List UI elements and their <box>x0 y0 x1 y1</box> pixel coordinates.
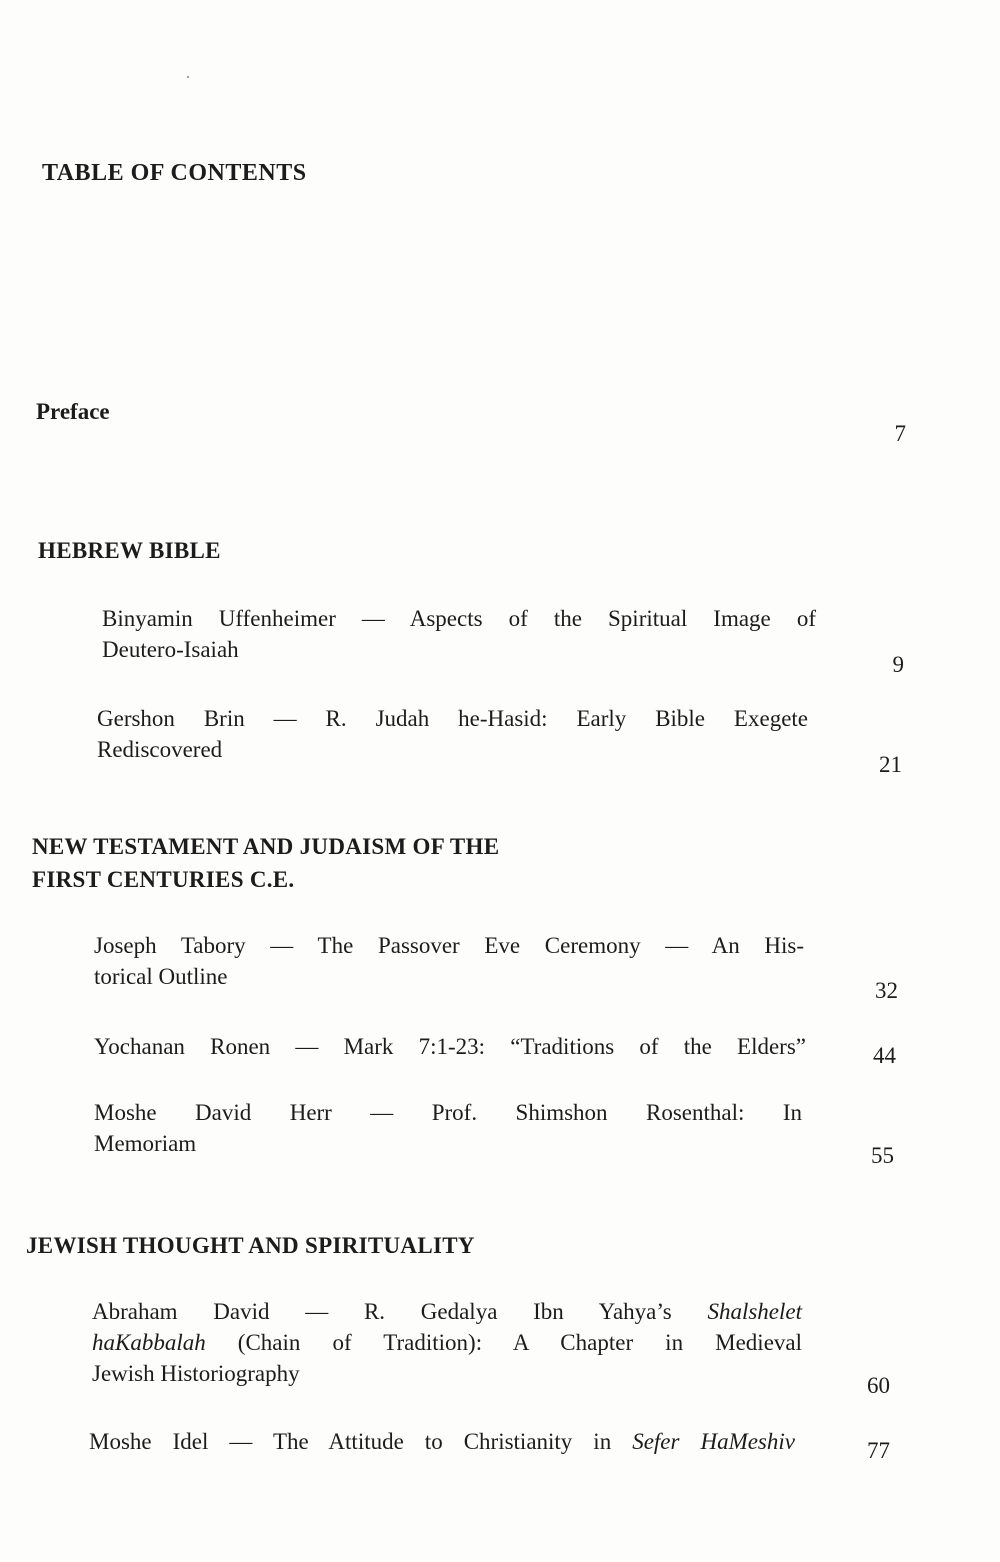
entry-line <box>92 1296 802 1327</box>
entry-page-number: 77 <box>867 1438 890 1463</box>
entry-line: Jewish Historiography <box>92 1361 300 1386</box>
section-heading-line: NEW TESTAMENT AND JUDAISM OF THE <box>32 834 500 859</box>
entry-line: Memoriam <box>94 1131 197 1156</box>
entry-page-number: 55 <box>871 1143 894 1168</box>
entry-line: Joseph Tabory — The Passover Eve Ceremony — An His- <box>94 933 804 958</box>
toc-entry-ronen <box>94 1031 806 1062</box>
entry-line: Gershon Brin — R. Judah he-Hasid: Early Bible Exegete <box>97 706 808 731</box>
entry-italic-title: haKabbalah <box>92 1330 206 1355</box>
section-heading-line: HEBREW BIBLE <box>38 538 221 563</box>
entry-text: Abraham David — R. Gedalya Ibn Yahya’s <box>92 1299 708 1324</box>
speck-mark <box>187 76 189 78</box>
section-heading-line: FIRST CENTURIES C.E. <box>32 867 295 892</box>
entry-line: Binyamin Uffenheimer — Aspects of the Spiritual Image of <box>102 606 816 631</box>
entry-line: torical Outline <box>94 964 228 989</box>
entry-page-number: 44 <box>873 1043 896 1068</box>
entry-text: Moshe Idel — The Attitude to Christianity in <box>89 1429 633 1454</box>
entry-line: Deutero-Isaiah <box>102 637 239 662</box>
page-title: TABLE OF CONTENTS <box>42 160 307 186</box>
entry-line <box>89 1426 795 1457</box>
entry-text: (Chain of Tradition): A Chapter in Medieval <box>205 1330 802 1355</box>
entry-line: Moshe David Herr — Prof. Shimshon Rosenthal: In <box>94 1100 802 1125</box>
toc-entry-david <box>92 1296 802 1389</box>
toc-entry-herr <box>94 1097 802 1159</box>
preface-label: Preface <box>36 399 110 424</box>
entry-page-number: 60 <box>867 1373 890 1398</box>
entry-line: Yochanan Ronen — Mark 7:1-23: “Traditions of the Elders” <box>94 1034 806 1059</box>
entry-page-number: 21 <box>879 752 902 777</box>
section-heading-line: JEWISH THOUGHT AND SPIRITUALITY <box>26 1233 475 1258</box>
entry-italic-title: Sefer HaMeshiv <box>632 1429 795 1454</box>
entry-line: Rediscovered <box>97 737 223 762</box>
entry-italic-title: Shalshelet <box>707 1299 802 1324</box>
toc-entry-brin <box>97 703 808 765</box>
toc-entry-uffenheimer <box>102 603 816 665</box>
section-heading-jewish-thought <box>26 1229 475 1262</box>
section-heading-new-testament <box>32 830 499 896</box>
section-heading-hebrew-bible <box>38 534 221 567</box>
toc-entry-tabory <box>94 930 804 992</box>
preface-page-number: 7 <box>894 421 906 446</box>
toc-entry-idel <box>89 1426 795 1457</box>
entry-page-number: 9 <box>892 652 904 677</box>
entry-page-number: 32 <box>875 978 898 1003</box>
entry-line <box>92 1327 802 1358</box>
